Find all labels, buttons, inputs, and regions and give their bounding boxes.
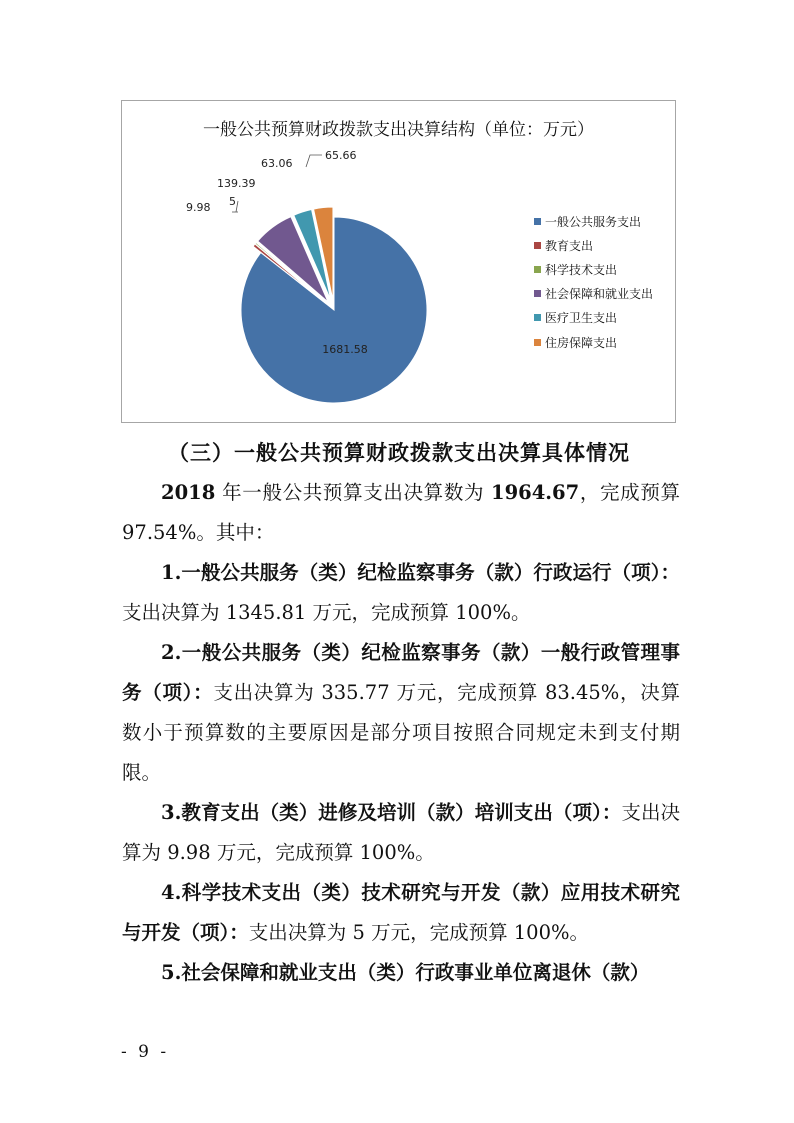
body-text: [122, 473, 680, 993]
legend-label: 医疗卫生支出: [545, 311, 618, 326]
legend-item: [534, 282, 653, 306]
data-label-leader-line: [236, 201, 238, 212]
legend-label: 科学技术支出: [545, 262, 618, 277]
data-label: 5: [229, 195, 236, 208]
legend-swatch: [534, 290, 541, 297]
data-label: 65.66: [325, 149, 357, 162]
paragraph-text: ，完成预算97.54%。其中：: [122, 481, 680, 544]
item-heading: 1.一般公共服务（类）纪检监察事务（款）行政运行（项）：: [161, 561, 680, 584]
page-number: - 9 -: [121, 1042, 170, 1062]
section-heading: （三）一般公共预算财政拨款支出决算具体情况: [168, 441, 630, 465]
item-heading: 2.一般公共服务（类）纪检监察事务（款）一般行政管理事务（项）：: [122, 641, 680, 704]
legend-item: [534, 209, 653, 233]
paragraph-item-5: [122, 953, 680, 993]
legend-item: [534, 306, 653, 330]
paragraph-amount: 1964.67: [491, 481, 580, 504]
paragraph-item-2: [122, 633, 680, 793]
item-heading: 3.教育支出（类）进修及培训（款）培训支出（项）：: [161, 801, 622, 824]
legend-item: [534, 233, 653, 257]
paragraph-item-1: [122, 553, 680, 633]
chart-legend: [534, 209, 653, 354]
legend-swatch: [534, 314, 541, 321]
data-label: 9.98: [186, 201, 211, 214]
paragraph-item-4: [122, 873, 680, 953]
data-label: 63.06: [261, 157, 293, 170]
legend-label: 住房保障支出: [545, 335, 618, 350]
item-text: 支出决算为 5 万元，完成预算 100%。: [248, 921, 590, 944]
legend-swatch: [534, 242, 541, 249]
data-label: 1681.58: [322, 343, 368, 356]
chart-title: 一般公共预算财政拨款支出决算结构（单位：万元）: [203, 120, 594, 140]
legend-label: 一般公共服务支出: [545, 214, 642, 229]
item-heading: 5.社会保障和就业支出（类）行政事业单位离退休（款）: [161, 961, 650, 984]
paragraph-text: 年一般公共预算支出决算数为: [215, 481, 491, 504]
legend-swatch: [534, 266, 541, 273]
item-text: 支出决算为 9.98 万元，完成预算 100%。: [122, 801, 680, 864]
paragraph-year: 2018: [161, 481, 216, 504]
legend-label: 教育支出: [545, 238, 594, 253]
data-label-leader-line: [306, 155, 322, 167]
paragraph-summary: [122, 473, 680, 553]
legend-swatch: [534, 218, 541, 225]
item-heading: 4.科学技术支出（类）技术研究与开发（款）应用技术研究与开发（项）：: [122, 881, 680, 944]
pie-chart: [121, 100, 676, 423]
legend-item: [534, 330, 653, 354]
legend-label: 社会保障和就业支出: [545, 287, 654, 302]
legend-item: [534, 257, 653, 281]
legend-swatch: [534, 339, 541, 346]
item-text: 支出决算为 335.77 万元，完成预算 83.45%，决算数小于预算数的主要原因是部分项目按照合同规定未到支付期限。: [122, 681, 680, 784]
item-text: 支出决算为 1345.81 万元，完成预算 100%。: [122, 601, 531, 624]
paragraph-item-3: [122, 793, 680, 873]
data-label: 139.39: [217, 177, 256, 190]
